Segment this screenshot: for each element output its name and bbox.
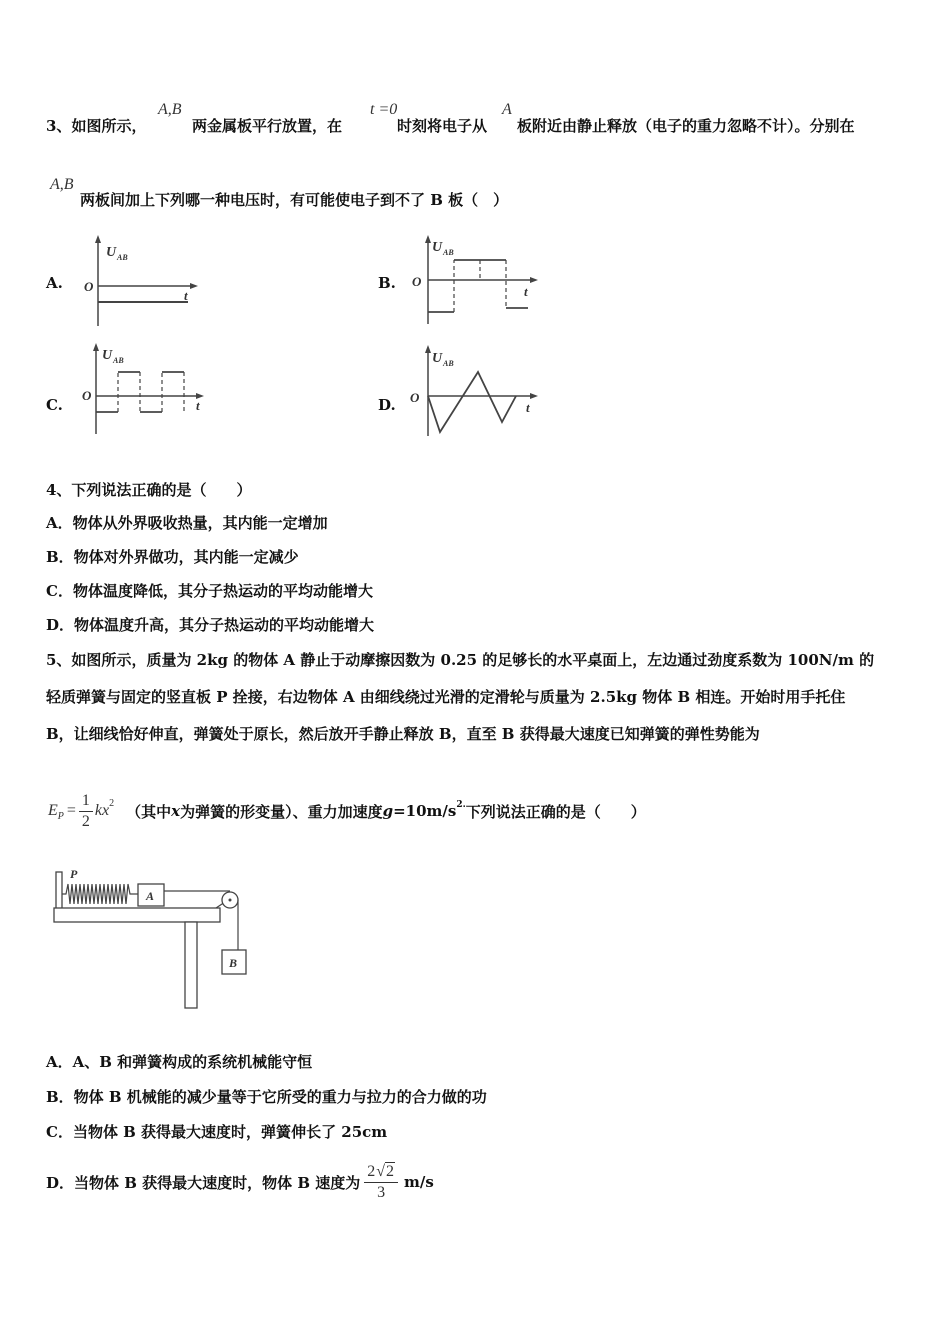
q3-graph-a [80,234,200,329]
q3-option-a-label[interactable]: A. [46,274,63,292]
q3-graph-d [406,344,546,439]
q3-math-ab: A,B [158,101,182,118]
q4-option-d[interactable]: D．物体温度升高，其分子热运动的平均动能增大 [46,616,375,634]
q5-option-c[interactable]: C．当物体 B 获得最大速度时，弹簧伸长了 25cm [46,1123,388,1141]
figure-label-p: P [70,867,78,881]
q3-line1: 3、如图所示， [46,117,147,135]
graph-a-u-label: U [106,245,117,260]
q4-option-b[interactable]: B．物体对外界做功，其内能一定减少 [46,548,299,566]
graph-b-t-label: t [524,284,528,299]
q5-stem-line2: 轻质弹簧与固定的竖直板 P 拴接，右边物体 A 由细线绕过光滑的定滑轮与质量为 2.5kg 物体 B 相连。开始时用手托住 [46,688,846,706]
q3-math-ab-2: A,B [50,176,74,193]
svg-text:AB: AB [117,253,128,262]
q5-option-a[interactable]: A．A、B 和弹簧构成的系统机械能守恒 [46,1053,313,1071]
graph-d-t-label: t [526,400,530,415]
q5-option-d[interactable]: D．当物体 B 获得最大速度时，物体 B 速度为 $\frac{2√2}{3}$ m/s [46,1162,434,1201]
q3-option-d-label[interactable]: D. [378,396,396,414]
figure-label-b: B [229,956,238,970]
q4-stem: 4、下列说法正确的是（ ） [46,481,252,499]
q4-option-c[interactable]: C．物体温度降低，其分子热运动的平均动能增大 [46,582,373,600]
graph-a-origin: O [84,279,94,294]
q3-graph-b [406,234,546,329]
q5-formula-fraction: $\frac{1}{2}$ [79,791,93,832]
graph-a-t-label: t [184,288,188,303]
q3-math-a: A [502,101,512,118]
q4-option-a[interactable]: A．物体从外界吸收热量，其内能一定增加 [46,514,328,532]
q3-option-c-label[interactable]: C. [46,396,63,414]
q5-spring-figure [50,864,260,1014]
graph-b-u-label: U [432,240,443,255]
graph-c-t-label: t [196,398,200,413]
q5-option-b[interactable]: B．物体 B 机械能的减少量等于它所受的重力与拉力的合力做的功 [46,1088,487,1106]
graph-b-origin: O [412,274,422,289]
q5-option-d-fraction: $\frac{2√2}{3}$ [364,1162,398,1203]
graph-c-u-label: U [102,348,113,363]
graph-c-origin: O [82,388,92,403]
graph-d-u-label: U [432,351,443,366]
svg-text:AB: AB [113,356,124,365]
figure-label-a: A [146,889,155,903]
q3-number: 3、 [46,117,72,135]
q5-formula: E P = $\frac{1}{2}$ kx 2 （其中 x 为弹簧的形变量）、重力加速度 g =10m/s 2. 下列说法正确的是（ ） [48,791,646,830]
svg-text:AB: AB [443,248,454,257]
q5-stem-line1: 5、如图所示，质量为 2kg 的物体 A 静止于动摩擦因数为 0.25 的足够长的水平桌面上，左边通过劲度系数为 100N/m 的 [46,651,875,669]
graph-d-origin: O [410,390,420,405]
q3-math-t0: t =0 [370,101,398,118]
q3-option-b-label[interactable]: B. [378,274,396,292]
q3-line2: 两板间加上下列哪一种电压时，有可能使电子到不了 B 板（ ） [80,191,509,209]
svg-text:AB: AB [443,359,454,368]
q3-graph-c [80,342,210,437]
q5-stem-line3: B，让细线恰好伸直，弹簧处于原长，然后放开手静止释放 B，直至 B 获得最大速度已知弹簧的弹性势能为 [46,725,760,743]
